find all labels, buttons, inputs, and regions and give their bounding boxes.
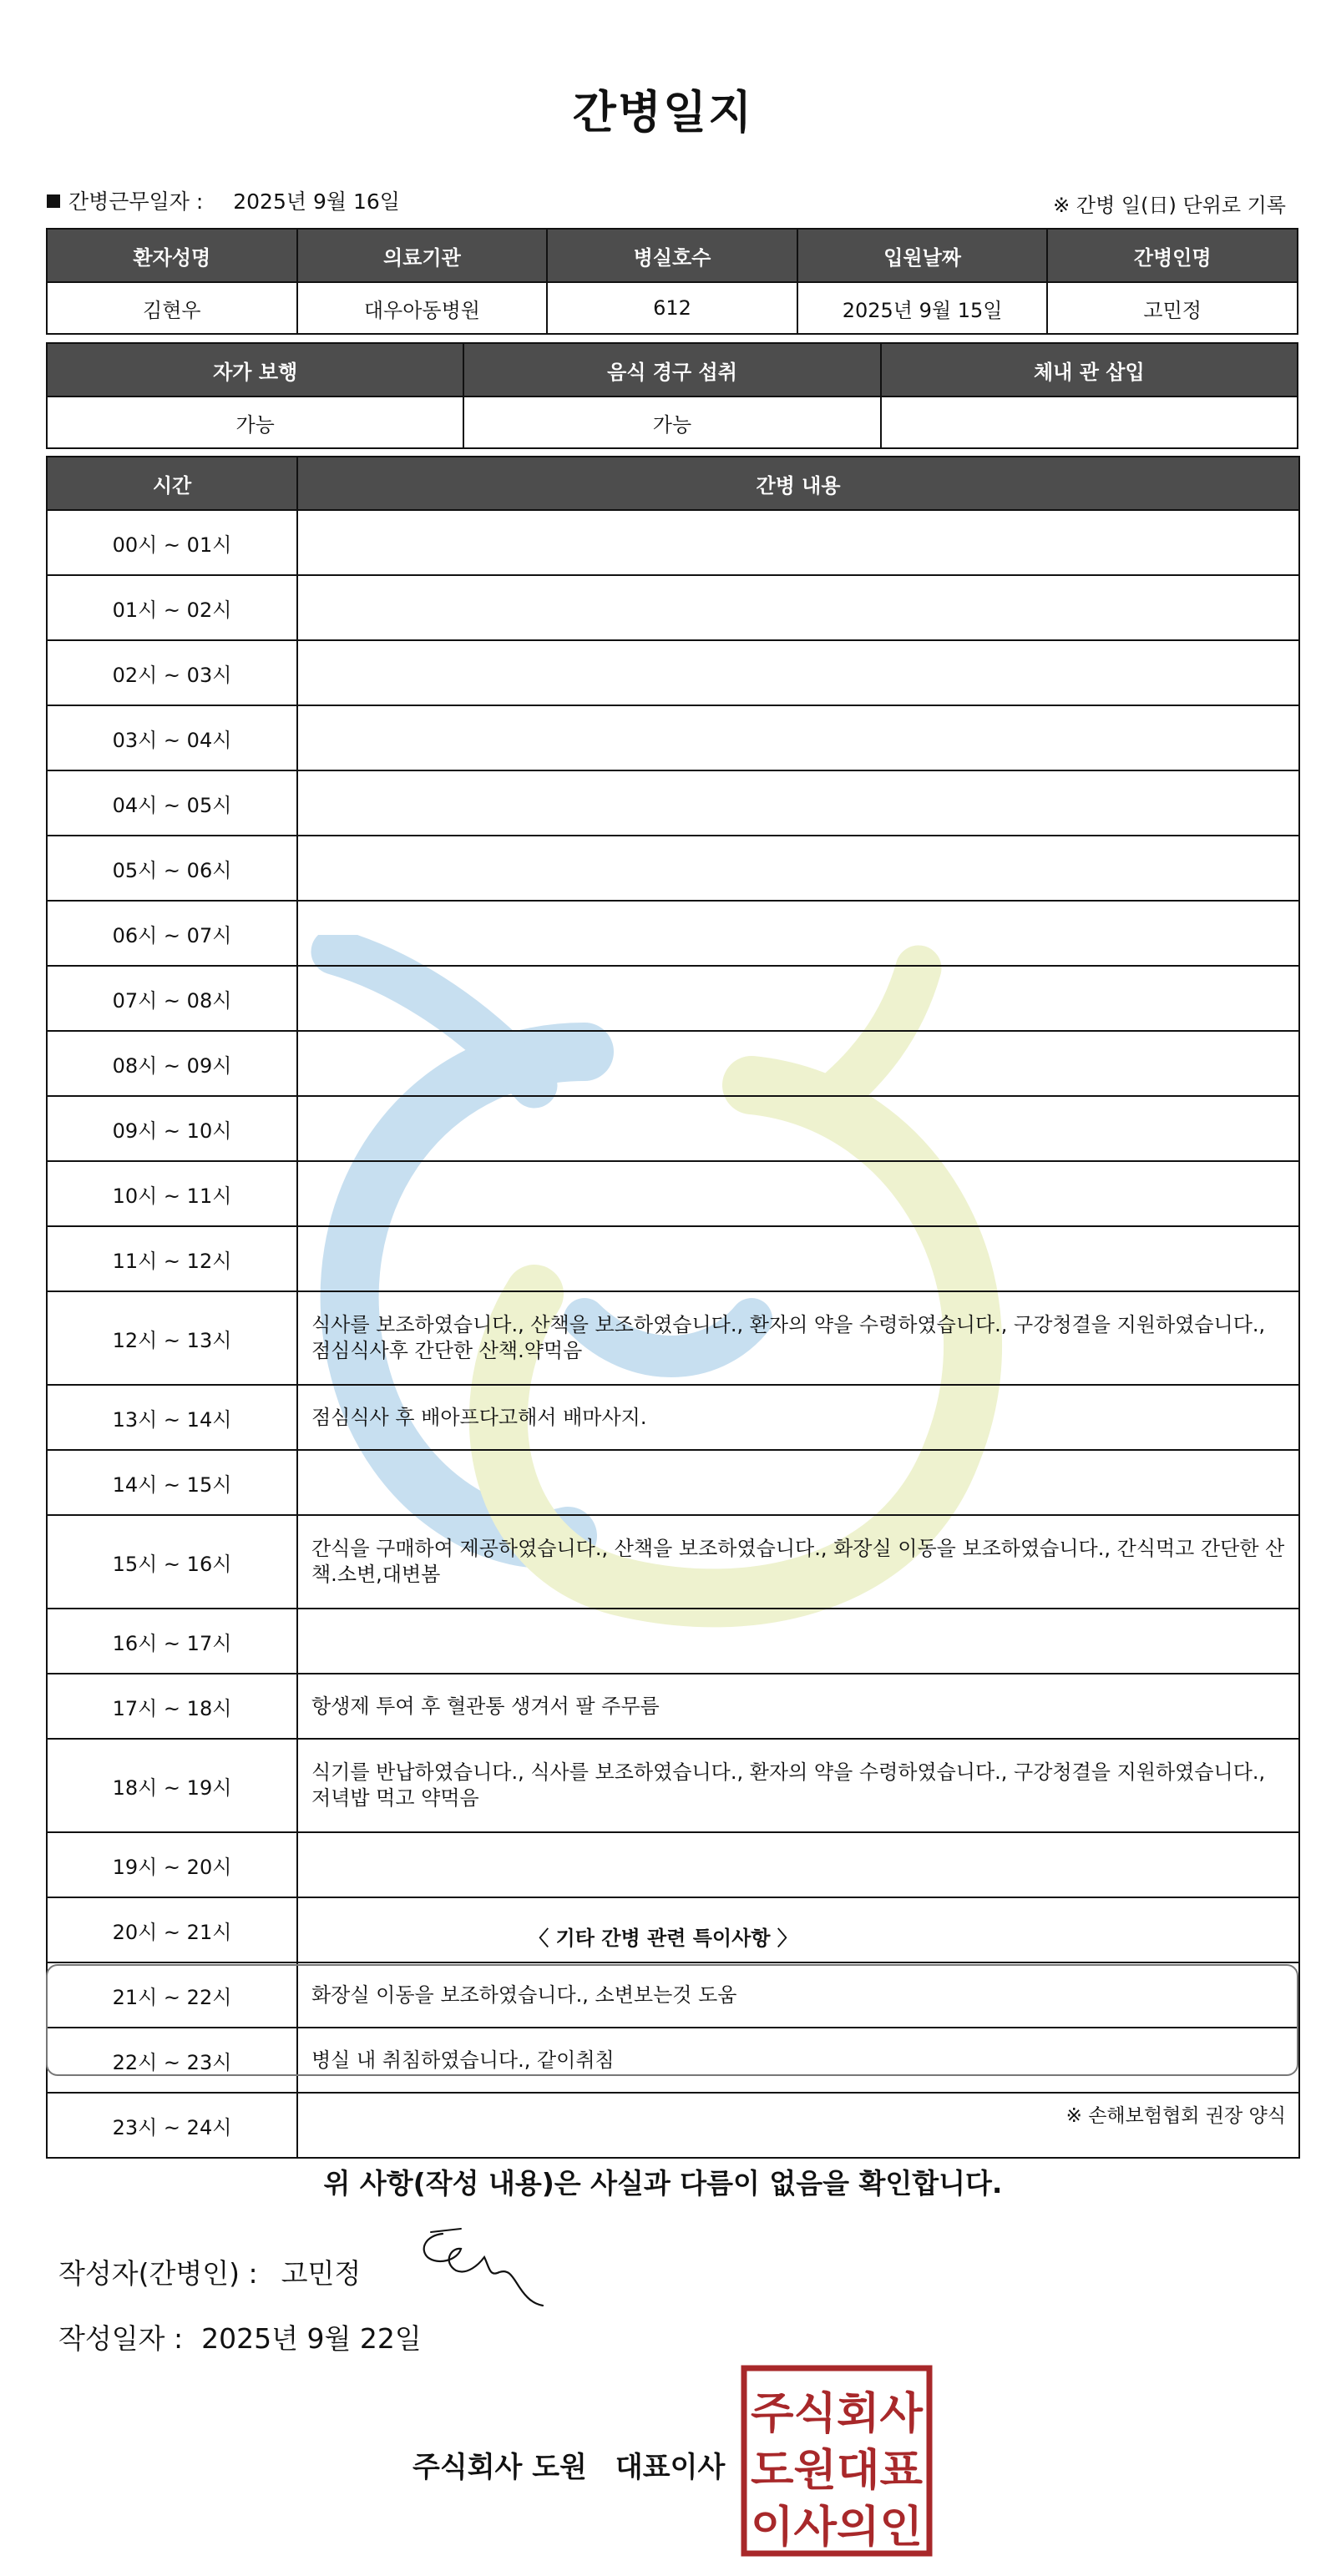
care-content: [297, 705, 1299, 770]
care-content: [297, 1226, 1299, 1291]
time-slot: 23시 ~ 24시: [47, 2093, 297, 2158]
header-care-content: 간병 내용: [297, 457, 1299, 510]
time-slot: 16시 ~ 17시: [47, 1609, 297, 1674]
time-slot: 05시 ~ 06시: [47, 836, 297, 901]
care-content: [297, 836, 1299, 901]
care-content: 간식을 구매하여 제공하였습니다., 산책을 보조하였습니다., 화장실 이동을 보조하였습니다., 간식먹고 간단한 산책.소변,대변봄: [297, 1515, 1299, 1609]
care-content: [297, 966, 1299, 1031]
oral-intake-value: 가능: [463, 397, 880, 448]
time-slot: 14시 ~ 15시: [47, 1450, 297, 1515]
care-content: [297, 640, 1299, 705]
time-slot: 12시 ~ 13시: [47, 1291, 297, 1385]
time-slot: 19시 ~ 20시: [47, 1832, 297, 1897]
time-slot: 07시 ~ 08시: [47, 966, 297, 1031]
tube-insertion-value: [881, 397, 1298, 448]
table-row: [47, 1031, 1299, 1096]
table-row: [47, 770, 1299, 836]
time-slot: 20시 ~ 21시: [47, 1897, 297, 1962]
seal-line-1: 주식회사: [751, 2389, 924, 2439]
care-content: 식기를 반납하였습니다., 식사를 보조하였습니다., 환자의 약을 수령하였습니다., 구강청결을 지원하였습니다., 저녁밥 먹고 약먹음: [297, 1739, 1299, 1832]
time-slot: 18시 ~ 19시: [47, 1739, 297, 1832]
form-source-note: ※ 손해보험협회 권장 양식: [1065, 2105, 1286, 2127]
care-content: [297, 901, 1299, 966]
table-row: [47, 1674, 1299, 1739]
table-row: [47, 510, 1299, 575]
care-content: [297, 1832, 1299, 1897]
time-slot: 03시 ~ 04시: [47, 705, 297, 770]
handwritten-signature: [409, 2224, 551, 2307]
table-row: [47, 1609, 1299, 1674]
room-number: 612: [547, 282, 797, 334]
company-name: 주식회사 도원: [412, 2451, 587, 2484]
caregiver-name: 고민정: [1047, 282, 1298, 334]
table-row: [47, 1450, 1299, 1515]
admission-date: 2025년 9월 15일: [797, 282, 1048, 334]
care-content: 식사를 보조하였습니다., 산책을 보조하였습니다., 환자의 약을 수령하였습니다., 구강청결을 지원하였습니다., 점심식사후 간단한 산책.약먹음: [297, 1291, 1299, 1385]
header-room-number: 병실호수: [547, 229, 797, 282]
table-row: [47, 901, 1299, 966]
square-bullet-icon: [47, 194, 60, 208]
written-date-line: [58, 2317, 422, 2356]
table-row: [47, 1226, 1299, 1291]
patient-name: 김현우: [47, 282, 297, 334]
written-date-label: 작성일자 :: [58, 2322, 184, 2355]
header-time: 시간: [47, 457, 297, 510]
header-hospital: 의료기관: [297, 229, 548, 282]
table-row: [47, 1515, 1299, 1609]
care-content: [297, 770, 1299, 836]
header-admission-date: 입원날짜: [797, 229, 1048, 282]
work-date-separator: :: [195, 189, 204, 214]
record-unit-note: ※ 간병 일(日) 단위로 기록: [1053, 194, 1286, 217]
table-row: [47, 1096, 1299, 1161]
care-content: 병실 내 취침하였습니다., 같이취침: [297, 2028, 1299, 2093]
table-header-row: [47, 343, 1298, 397]
care-log-table: [46, 456, 1300, 2159]
time-slot: 15시 ~ 16시: [47, 1515, 297, 1609]
header-patient-name: 환자성명: [47, 229, 297, 282]
time-slot: 21시 ~ 22시: [47, 1962, 297, 2028]
table-row: [47, 836, 1299, 901]
time-slot: 08시 ~ 09시: [47, 1031, 297, 1096]
time-slot: 22시 ~ 23시: [47, 2028, 297, 2093]
work-date: [47, 185, 400, 215]
time-slot: 01시 ~ 02시: [47, 575, 297, 640]
patient-ability-table: [46, 342, 1298, 449]
table-row: [47, 282, 1298, 334]
header-tube-insertion: 체내 관 삽입: [881, 343, 1298, 397]
table-row: [47, 575, 1299, 640]
special-notes-title: 〈 기타 간병 관련 특이사항 〉: [529, 1927, 797, 1950]
table-header-row: [47, 229, 1298, 282]
time-slot: 00시 ~ 01시: [47, 510, 297, 575]
work-date-label: 간병근무일자: [68, 189, 190, 214]
care-content: 항생제 투여 후 혈관통 생겨서 팔 주무름: [297, 1674, 1299, 1739]
self-walking-value: 가능: [47, 397, 463, 448]
table-row: [47, 1832, 1299, 1897]
table-row: [47, 966, 1299, 1031]
page-title: 간병일지: [572, 86, 754, 139]
table-header-row: [47, 457, 1299, 510]
table-row: [47, 640, 1299, 705]
care-content: 화장실 이동을 보조하였습니다., 소변보는것 도움: [297, 1962, 1299, 2028]
time-slot: 13시 ~ 14시: [47, 1385, 297, 1450]
table-row: [47, 705, 1299, 770]
table-row: [47, 1385, 1299, 1450]
seal-line-2: 도원대표: [751, 2446, 923, 2496]
time-slot: 10시 ~ 11시: [47, 1161, 297, 1226]
care-content: [297, 510, 1299, 575]
written-date-value: 2025년 9월 22일: [201, 2322, 422, 2355]
care-content: [297, 1161, 1299, 1226]
patient-info-table: [46, 228, 1298, 335]
time-slot: 17시 ~ 18시: [47, 1674, 297, 1739]
writer-line: [58, 2252, 361, 2291]
confirmation-statement: 위 사항(작성 내용)은 사실과 다름이 없음을 확인합니다.: [323, 2167, 1003, 2200]
seal-line-3: 이사의인: [751, 2503, 923, 2553]
care-content: [297, 1031, 1299, 1096]
table-row: [47, 1161, 1299, 1226]
care-content: [297, 1450, 1299, 1515]
company-signature-line: [412, 2444, 725, 2485]
care-content: [297, 575, 1299, 640]
representative-title: 대표이사: [615, 2451, 726, 2484]
care-content: [297, 1609, 1299, 1674]
work-date-value: 2025년 9월 16일: [233, 189, 400, 214]
care-content: 점심식사 후 배아프다고해서 배마사지.: [297, 1385, 1299, 1450]
hospital: 대우아동병원: [297, 282, 548, 334]
time-slot: 04시 ~ 05시: [47, 770, 297, 836]
header-caregiver-name: 간병인명: [1047, 229, 1298, 282]
header-self-walking: 자가 보행: [47, 343, 463, 397]
care-content: [297, 1096, 1299, 1161]
time-slot: 09시 ~ 10시: [47, 1096, 297, 1161]
time-slot: 02시 ~ 03시: [47, 640, 297, 705]
table-row: [47, 1739, 1299, 1832]
special-notes-box: [46, 1964, 1298, 2076]
table-row: [47, 397, 1298, 448]
table-row: [47, 1291, 1299, 1385]
header-oral-intake: 음식 경구 섭취: [463, 343, 880, 397]
writer-name: 고민정: [281, 2257, 362, 2290]
writer-label: 작성자(간병인) :: [58, 2257, 258, 2290]
company-seal: [741, 2365, 933, 2557]
care-log-body: [47, 510, 1299, 2158]
time-slot: 11시 ~ 12시: [47, 1226, 297, 1291]
time-slot: 06시 ~ 07시: [47, 901, 297, 966]
